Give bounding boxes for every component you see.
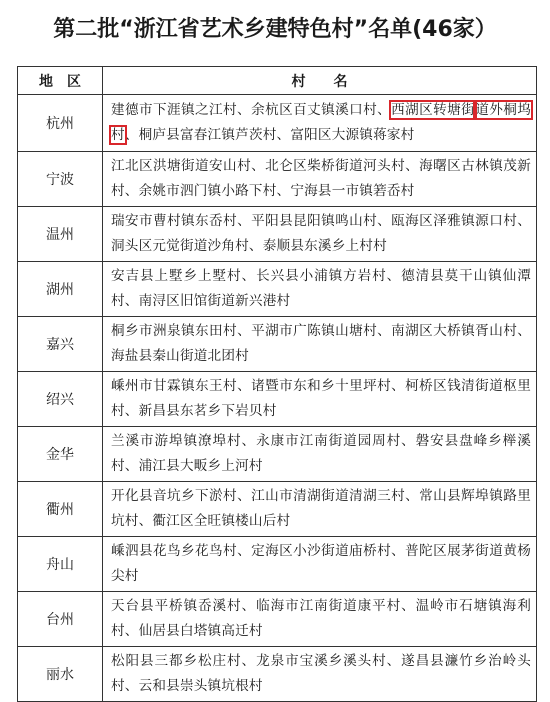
villages-cell: 安吉县上墅乡上墅村、长兴县小浦镇方岩村、德清县莫干山镇仙潭村、南浔区旧馆街道新兴港村 xyxy=(103,262,537,317)
table-row xyxy=(18,262,537,317)
table-row xyxy=(18,317,537,372)
table-row xyxy=(18,592,537,647)
villages-cell: 江北区洪塘街道安山村、北仑区柴桥街道河头村、海曙区古林镇茂新村、余姚市泗门镇小路下村、宁海县一市镇箬岙村 xyxy=(103,152,537,207)
table-row xyxy=(18,152,537,207)
villages-cell: 兰溪市游埠镇潦埠村、永康市江南街道园周村、磐安县盘峰乡榉溪村、浦江县大畈乡上河村 xyxy=(103,427,537,482)
village-list-table xyxy=(17,66,537,702)
villages-text: 建德市下涯镇之江村、余杭区百丈镇溪口村、 xyxy=(111,102,392,118)
villages-column-header: 村 名 xyxy=(103,67,537,95)
region-cell: 舟山 xyxy=(18,537,103,592)
region-cell: 宁波 xyxy=(18,152,103,207)
villages-cell: 嵊州市甘霖镇东王村、诸暨市东和乡十里坪村、柯桥区钱清街道枢里村、新昌县东茗乡下岩贝村 xyxy=(103,372,537,427)
table-row xyxy=(18,427,537,482)
villages-cell: 嵊泗县花鸟乡花鸟村、定海区小沙街道庙桥村、普陀区展茅街道黄杨尖村 xyxy=(103,537,537,592)
region-cell: 衢州 xyxy=(18,482,103,537)
table-row xyxy=(18,95,537,152)
document-title: 第二批“浙江省艺术乡建特色村”名单(46家） xyxy=(53,17,497,42)
villages-cell: 桐乡市洲泉镇东田村、平湖市广陈镇山塘村、南湖区大桥镇胥山村、海盐县秦山街道北团村 xyxy=(103,317,537,372)
region-cell: 温州 xyxy=(18,207,103,262)
highlighted-village-part2: 道外桐坞村 xyxy=(111,102,532,143)
region-cell: 嘉兴 xyxy=(18,317,103,372)
region-cell: 金华 xyxy=(18,427,103,482)
villages-text: 、桐庐县富春江镇芦茨村、富阳区大源镇蒋家村 xyxy=(124,127,415,143)
region-cell: 杭州 xyxy=(18,95,103,152)
table-row xyxy=(18,482,537,537)
villages-cell: 天台县平桥镇岙溪村、临海市江南街道康平村、温岭市石塘镇海利村、仙居县白塔镇高迁村 xyxy=(103,592,537,647)
table-row xyxy=(18,537,537,592)
villages-cell xyxy=(103,95,537,152)
region-cell: 湖州 xyxy=(18,262,103,317)
region-cell: 台州 xyxy=(18,592,103,647)
highlighted-village-part1: 西湖区转塘街 xyxy=(391,102,476,118)
region-column-header: 地 区 xyxy=(18,67,103,95)
region-cell: 丽水 xyxy=(18,647,103,702)
table-row xyxy=(18,207,537,262)
villages-cell: 瑞安市曹村镇东岙村、平阳县昆阳镇鸣山村、瓯海区泽雅镇源口村、洞头区元觉街道沙角村、泰顺县东溪乡上村村 xyxy=(103,207,537,262)
table-header-row xyxy=(18,67,537,95)
villages-cell: 松阳县三都乡松庄村、龙泉市宝溪乡溪头村、遂昌县濂竹乡治岭头村、云和县崇头镇坑根村 xyxy=(103,647,537,702)
table-row xyxy=(18,372,537,427)
region-cell: 绍兴 xyxy=(18,372,103,427)
villages-cell: 开化县音坑乡下淤村、江山市清湖街道清湖三村、常山县辉埠镇路里坑村、衢江区全旺镇楼山后村 xyxy=(103,482,537,537)
table-row xyxy=(18,647,537,702)
